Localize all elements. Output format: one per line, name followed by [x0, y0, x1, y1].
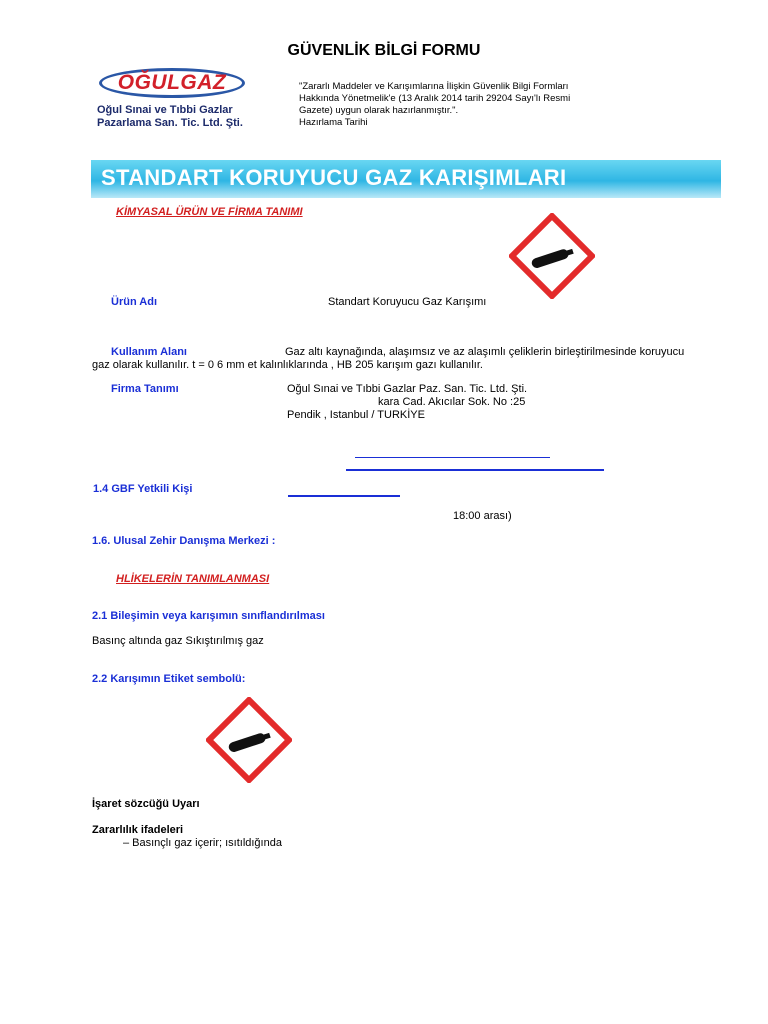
company-address-line: kara Cad. Akıcılar Sok. No :25: [378, 396, 526, 408]
logo-subtitle-line: Pazarlama San. Tic. Ltd. Şti.: [97, 117, 243, 129]
hours-text: 18:00 arası): [453, 510, 512, 522]
company-label: Firma Tanımı: [111, 383, 179, 395]
company-address-line: Pendik , Istanbul / TURKİYE: [287, 409, 425, 421]
product-name-value: Standart Koruyucu Gaz Karışımı: [328, 296, 487, 308]
preparation-date-label: Hazırlama Tarihi: [299, 117, 368, 128]
section-2-heading: HLİKELERİN TANIMLANMASI: [116, 573, 270, 585]
hazard-statement: – Basınçlı gaz içerir; ısıtıldığında: [123, 837, 282, 849]
regulation-note-line: Gazete) uygun olarak hazırlanmıştır.".: [299, 105, 459, 116]
company-logo: [95, 66, 255, 136]
link-underline[interactable]: [346, 469, 604, 471]
signal-word: İşaret sözcüğü Uyarı: [92, 798, 200, 810]
hazard-statements-label: Zararlılık ifadeleri: [92, 824, 184, 836]
regulation-note-line: Hakkında Yönetmelik'e (13 Aralık 2014 tarih 29204 Sayı'lı Resmi: [299, 93, 571, 104]
ghs04-gas-cylinder-icon: [509, 213, 595, 299]
ghs04-gas-cylinder-icon: [206, 697, 292, 783]
classification-value: Basınç altında gaz Sıkıştırılmış gaz: [92, 635, 264, 647]
usage-label: Kullanım Alanı: [111, 346, 187, 358]
document-title: GÜVENLİK BİLGİ FORMU: [287, 42, 481, 59]
authorized-person-label: 1.4 GBF Yetkili Kişi: [93, 483, 193, 495]
product-name-label: Ürün Adı: [111, 296, 158, 308]
classification-label: 2.1 Bileşimin veya karışımın sınıflandırılması: [92, 610, 325, 622]
product-banner: [91, 160, 721, 198]
contact-link-underline[interactable]: [288, 495, 400, 497]
label-symbol-label: 2.2 Karışımın Etiket sembolü:: [92, 673, 246, 685]
logo-subtitle-line: Oğul Sınai ve Tıbbi Gazlar: [97, 104, 233, 116]
logo-subtitle: [97, 104, 253, 130]
company-name: Oğul Sınai ve Tıbbi Gazlar Paz. San. Tic. Ltd. Şti.: [287, 383, 528, 395]
logo-wordmark: OĞULGAZ: [117, 71, 227, 94]
section-1-heading: KİMYASAL ÜRÜN VE FİRMA TANIMI: [116, 206, 303, 218]
usage-text-line: gaz olarak kullanılır. t = 0 6 mm et kalınlıklarında , HB 205 karışım gazı kullanılır.: [92, 359, 483, 371]
link-underline[interactable]: [355, 457, 550, 458]
regulation-note: [299, 81, 629, 129]
banner-title: STANDART KORUYUCU GAZ KARIŞIMLARI: [101, 165, 567, 190]
regulation-note-line: "Zararlı Maddeler ve Karışımlarına İlişkin Güvenlik Bilgi Formları: [299, 81, 569, 92]
logo-oval: [99, 68, 245, 98]
usage-text-line: Gaz altı kaynağında, alaşımsız ve az alaşımlı çeliklerin birleştirilmesinde koruyucu: [285, 346, 685, 358]
poison-center-label: 1.6. Ulusal Zehir Danışma Merkezi :: [92, 535, 276, 547]
